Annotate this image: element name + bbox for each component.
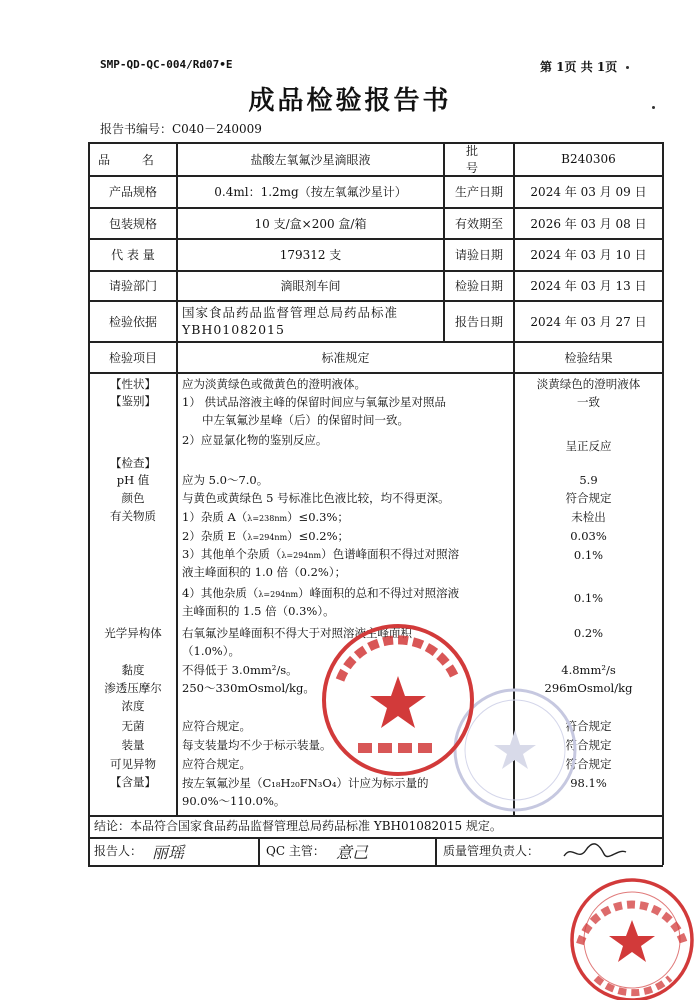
label-report-date: 报告日期 — [454, 314, 503, 329]
spec-text: 2）杂质 E（ — [182, 529, 248, 543]
spec-wavelength: λ=294nm — [258, 590, 299, 599]
item-sterility: 无菌 — [121, 719, 145, 733]
spec-line: 右氧氟沙星峰面积不得大于对照溶液主峰面积 — [182, 626, 412, 640]
item-identification: 【鉴别】 — [110, 394, 156, 408]
row-divider — [88, 815, 663, 817]
label-spec: 产品规格 — [108, 185, 157, 199]
item-osmolality: 渗透压摩尔 — [104, 681, 162, 695]
spec-line: 每支装量均不少于标示装量。 — [182, 738, 332, 752]
spec-wavelength: λ=238nm — [247, 514, 288, 523]
speck — [626, 66, 629, 69]
label-basis: 检验依据 — [108, 314, 157, 329]
spec-text: 4）其他杂质（ — [182, 586, 259, 600]
spec-line — [182, 585, 459, 603]
inspection-seal — [318, 620, 478, 780]
spec-text: ）峰面积的总和不得过对照溶液 — [298, 586, 460, 600]
result-value: 符合规定 — [565, 757, 612, 771]
spec-line — [182, 509, 349, 527]
reporter-label: 报告人： — [94, 844, 143, 858]
value-spec: 0.4ml：1.2mg（按左氧氟沙星计） — [214, 185, 407, 199]
spec-line: 与黄色或黄绿色 5 号标准比色液比较，均不得更深。 — [182, 491, 450, 505]
label-batch-no: 批 号 — [465, 144, 492, 175]
value-quantity: 179312 支 — [279, 248, 342, 262]
result-value: 一致 — [577, 395, 600, 409]
value-packing: 10 支/盒×200 盒/箱 — [254, 216, 367, 231]
label-quantity: 代 表 量 — [111, 248, 155, 262]
result-value: 呈正反应 — [565, 439, 612, 453]
header-standard: 标准规定 — [321, 350, 370, 365]
row-divider — [88, 372, 663, 374]
value-basis — [182, 304, 398, 338]
result-value: 5.9 — [579, 473, 598, 487]
item-osmolality-2: 浓度 — [121, 699, 145, 713]
item-ph: pH 值 — [116, 473, 150, 487]
item-color: 颜色 — [121, 491, 145, 505]
page-title: 成品检验报告书 — [248, 86, 452, 116]
label-department: 请验部门 — [108, 279, 157, 293]
value-product-name: 盐酸左氧氟沙星滴眼液 — [250, 152, 371, 167]
spec-line: 1） 供试品溶液主峰的保留时间应与氧氟沙星对照品 — [182, 395, 446, 409]
qc-label: QC 主管： — [266, 844, 325, 858]
report-number: 报告书编号：C040－240009 — [100, 122, 262, 136]
spec-text: 3）其他单个杂质（ — [182, 547, 282, 561]
value-inspection-date: 2024 年 03 月 13 日 — [530, 279, 647, 293]
label-packing: 包装规格 — [108, 216, 157, 231]
item-assay: 【含量】 — [110, 775, 156, 789]
table-border-bottom — [88, 865, 663, 867]
value-basis-line1: 国家食品药品监督管理总局药品标准 — [182, 305, 399, 320]
result-value: 未检出 — [571, 510, 606, 524]
spec-line: 液主峰面积的 1.0 倍（0.2%）； — [182, 565, 347, 579]
spec-line: 主峰面积的 1.5 倍（0.3%）。 — [182, 604, 335, 618]
label-inspection-date: 检验日期 — [454, 279, 503, 293]
qm-signature — [560, 838, 630, 864]
speck — [652, 106, 655, 109]
spec-line: 250～330mOsmol/kg。 — [182, 681, 315, 695]
spec-line — [182, 528, 349, 546]
spec-text: ）色谱峰面积不得过对照溶 — [321, 547, 460, 561]
header-item: 检验项目 — [108, 350, 157, 365]
value-request-date: 2024 年 03 月 10 日 — [530, 248, 647, 262]
result-value: 0.2% — [573, 626, 604, 640]
spec-text: ）≤0.3%； — [287, 510, 349, 524]
item-viscosity: 黏度 — [121, 663, 145, 677]
result-value: 98.1% — [570, 776, 607, 790]
value-batch-no: B240306 — [561, 152, 616, 166]
spec-line: 不得低于 3.0mm²/s。 — [182, 663, 298, 677]
label-expiry-date: 有效期至 — [454, 216, 503, 231]
qc-signature: 意己 — [336, 843, 369, 862]
spec-line: 2）应显氯化物的鉴别反应。 — [182, 433, 328, 447]
spec-line: 按左氧氟沙星（C₁₈H₂₀FN₃O₄）计应为标示量的 — [182, 776, 429, 790]
quality-dept-seal — [566, 874, 696, 1000]
value-report-date: 2024 年 03 月 27 日 — [530, 314, 647, 329]
reporter-signature: 丽瑶 — [152, 843, 185, 862]
spec-line: 90.0%～110.0%。 — [182, 794, 286, 808]
col-divider — [258, 837, 260, 865]
value-production-date: 2024 年 03 月 09 日 — [530, 185, 647, 199]
col-divider — [435, 837, 437, 865]
spec-wavelength: λ=294nm — [281, 551, 322, 560]
spec-text: 1）杂质 A（ — [182, 510, 248, 524]
value-expiry-date: 2026 年 03 月 08 日 — [530, 216, 647, 231]
item-visible-particles: 可见异物 — [110, 757, 156, 771]
result-value: 296mOsmol/kg — [544, 681, 633, 695]
item-checks: 【检查】 — [110, 456, 156, 470]
spec-line: 中左氧氟沙星峰（后）的保留时间一致。 — [202, 413, 409, 427]
spec-wavelength: λ=294nm — [247, 533, 288, 542]
result-value: 0.03% — [570, 529, 607, 543]
result-value: 0.1% — [573, 548, 604, 562]
qm-label: 质量管理负责人： — [443, 844, 540, 858]
item-optical-isomer: 光学异构体 — [104, 626, 162, 640]
spec-line: 应为 5.0～7.0。 — [182, 473, 269, 487]
result-value: 0.1% — [573, 591, 604, 605]
document-code: SMP-QD-QC-004/Rd07•E — [100, 58, 233, 71]
label-production-date: 生产日期 — [454, 185, 503, 199]
spec-line: 应符合规定。 — [182, 719, 251, 733]
result-value: 符合规定 — [565, 719, 612, 733]
value-basis-line2: YBH01082015 — [182, 322, 285, 337]
result-value: 符合规定 — [565, 738, 612, 752]
result-value: 淡黄绿色的澄明液体 — [536, 377, 641, 391]
table-border-right — [662, 142, 664, 865]
label-request-date: 请验日期 — [454, 248, 503, 262]
spec-line — [182, 546, 459, 564]
spec-text: ）≤0.2%； — [287, 529, 350, 543]
spec-line: （1.0%）。 — [182, 644, 240, 658]
result-value: 符合规定 — [565, 491, 612, 505]
value-department: 滴眼剂车间 — [280, 279, 341, 293]
page-number: 第 1页 共 1页 — [540, 60, 618, 74]
header-result: 检验结果 — [564, 350, 613, 365]
result-value: 4.8mm²/s — [561, 663, 616, 677]
item-related-substances: 有关物质 — [110, 509, 156, 523]
item-fill-volume: 装量 — [121, 738, 145, 752]
item-appearance: 【性状】 — [110, 377, 156, 391]
spec-line: 应符合规定。 — [182, 757, 251, 771]
label-product-name: 品 名 — [98, 152, 168, 167]
spec-line: 应为淡黄绿色或微黄色的澄明液体。 — [182, 377, 366, 391]
conclusion: 结论：本品符合国家食品药品监督管理总局药品标准 YBH01082015 规定。 — [94, 819, 502, 833]
